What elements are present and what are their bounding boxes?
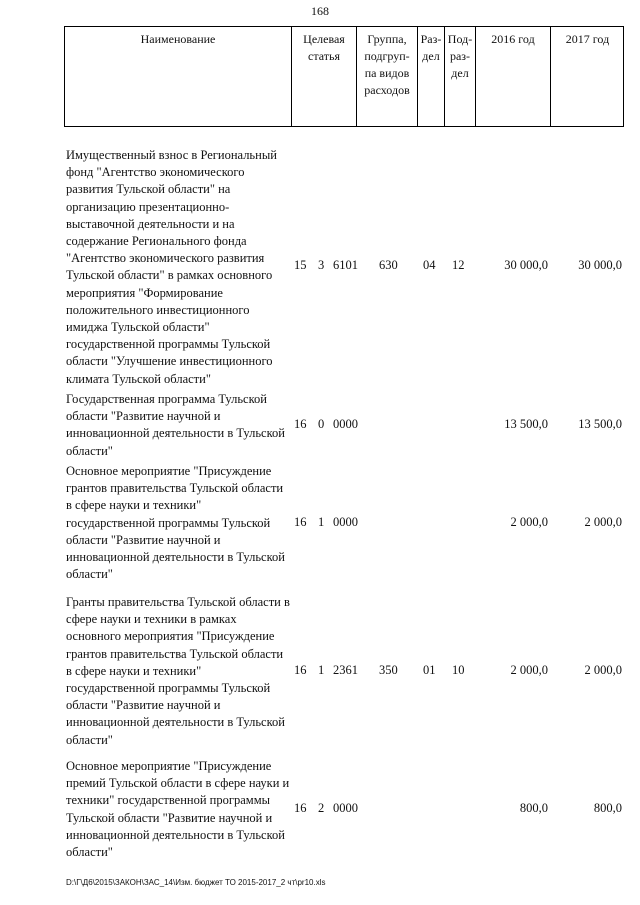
- amount-2017: 30 000,0: [578, 258, 622, 272]
- header-2017: 2017 год: [565, 32, 610, 46]
- row-name: Имущественный взнос в Региональный фонд "Агентство экономического развития Тульской области" на организацию презентационно-выставочной деятельности и на содержание Регионального фонда "Агентство экономического развития Тульской области" в рамках основного мероприятия "Формирование положительного инвестиционного имиджа Тульской области" государственной программы Тульской области "Улучшение инвестиционного климата Тульской области": [66, 148, 277, 386]
- header-2016: 2016 год: [491, 32, 535, 46]
- row-name: Основное мероприятие "Присуждение грантов правительства Тульской области в сфере науки и техники" государственной программы Тульской области "Развитие научной и инновационной деятельности в Тульской области": [66, 464, 285, 582]
- target-part2: 1: [318, 663, 325, 677]
- target-part1: 16: [294, 417, 307, 431]
- row-name: Государственная программа Тульской области "Развитие научной и инновационной деятельности в Тульской области": [66, 392, 285, 458]
- amount-2016: 2 000,0: [510, 663, 548, 677]
- section-code: 01: [423, 663, 436, 677]
- target-part3: 0000: [333, 515, 358, 529]
- target-part3: 0000: [333, 417, 358, 431]
- header-group: Группа, подгруп- па видов расходов: [364, 32, 410, 97]
- amount-2016: 800,0: [519, 801, 548, 815]
- section-code: 04: [423, 258, 436, 272]
- row-name: Основное мероприятие "Присуждение премий Тульской области в сфере науки и техники" государственной программы Тульской области "Развитие научной и инновационной деятельности в Тульской области": [66, 759, 290, 860]
- target-part2: 0: [318, 417, 325, 431]
- amount-2017: 13 500,0: [578, 417, 622, 431]
- group-code: 630: [379, 258, 398, 272]
- header-target: Целевая статья: [303, 32, 345, 63]
- page-number: 168: [311, 4, 329, 18]
- subsection-code: 12: [452, 258, 465, 272]
- table-header: [64, 26, 624, 127]
- group-code: 350: [379, 663, 398, 677]
- target-part1: 16: [294, 515, 307, 529]
- target-part1: 16: [294, 663, 307, 677]
- amount-2016: 2 000,0: [510, 515, 548, 529]
- target-part1: 15: [294, 258, 307, 272]
- target-part2: 2: [318, 801, 325, 815]
- target-part1: 16: [294, 801, 307, 815]
- amount-2016: 13 500,0: [504, 417, 548, 431]
- target-part3: 6101: [333, 258, 358, 272]
- amount-2017: 2 000,0: [584, 515, 622, 529]
- header-name: Наименование: [140, 32, 216, 46]
- target-part3: 2361: [333, 663, 358, 677]
- subsection-code: 10: [452, 663, 465, 677]
- target-part2: 3: [318, 258, 325, 272]
- amount-2016: 30 000,0: [504, 258, 548, 272]
- target-part2: 1: [318, 515, 325, 529]
- target-part3: 0000: [333, 801, 358, 815]
- file-path-footer: D:\Г\Д6\2015\ЗАКОН\ЗАС_14\Изм. бюджет ТО 2015-2017_2 чт\pr10.xls: [66, 878, 326, 887]
- header-subsection: Под- раз- дел: [447, 32, 473, 80]
- amount-2017: 2 000,0: [584, 663, 622, 677]
- header-section: Раз- дел: [420, 32, 442, 63]
- amount-2017: 800,0: [593, 801, 622, 815]
- row-name: Гранты правительства Тульской области в сфере науки и техники в рамках основного мероприятия "Присуждение грантов правительства Тульской области в сфере науки и техники" государственной программы Тульской области "Развитие научной и инновационной деятельности в Тульской области": [66, 595, 290, 747]
